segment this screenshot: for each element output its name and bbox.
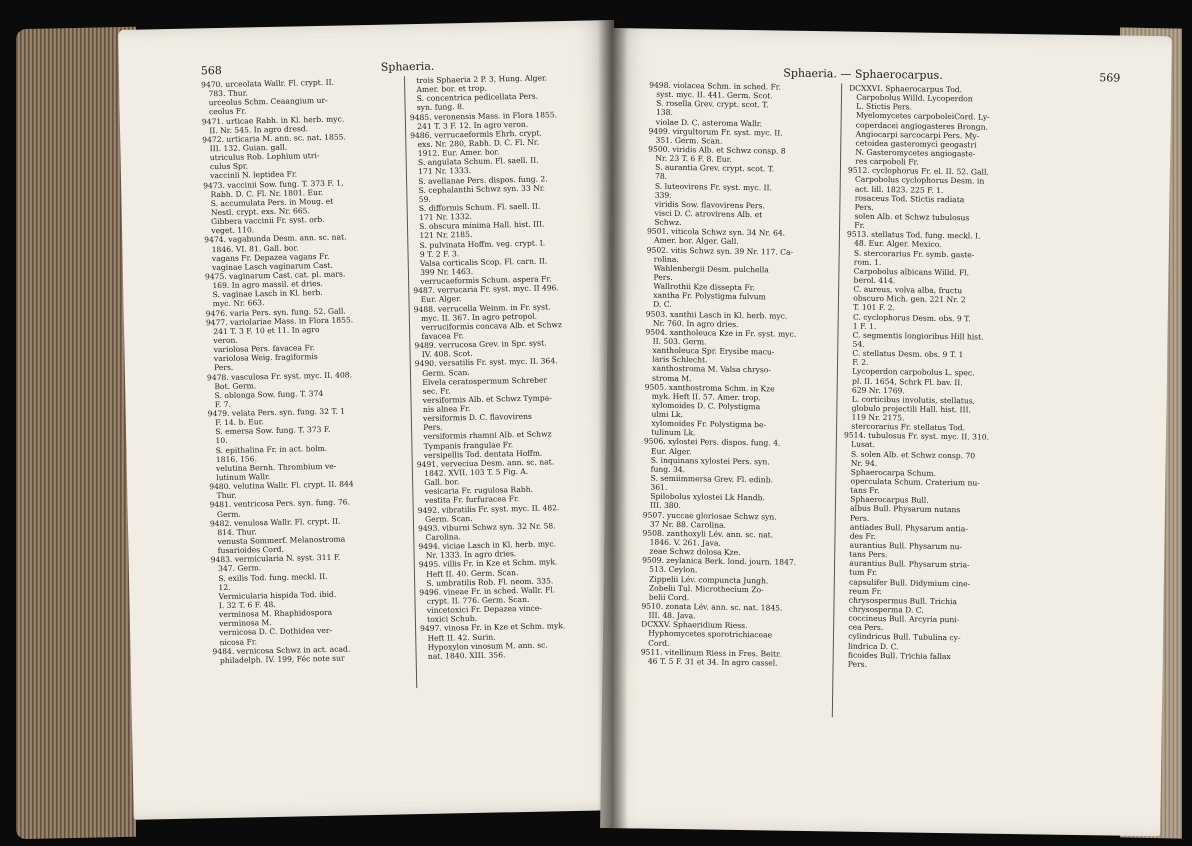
entry-line: F. 14. b. Eur.	[207, 417, 264, 428]
entry-line: 361.	[643, 482, 668, 493]
entry-line: 9500. viridis Alb. et Schwz consp. 8	[648, 144, 786, 156]
entry-line: 9512. cyclophorus Fr. el. II. 52. Gall.	[847, 165, 989, 177]
entry-line: Eur. Alger.	[643, 446, 692, 456]
entry-line: verrucaeformis Schum. aspera Fr.	[413, 274, 552, 287]
entry-line: 119 Nr. 2175.	[844, 412, 905, 423]
entry-line: vagans Fr. Depazea vagans Fr.	[204, 251, 330, 263]
entry-line: 9510. zonata Lév. ann. sc. nat. 1845.	[641, 601, 783, 613]
entry-line: Gibbera vaccinii Fr. syst. orb.	[203, 215, 325, 227]
entry-line: Pers.	[646, 272, 673, 282]
entry-line: Wahlenbergii Desm. pulchella	[646, 263, 769, 275]
entry-line: Rabh. D. C. Fl. Nr. 1801. Eur.	[203, 187, 324, 200]
entry-line: laris Schlecht.	[645, 354, 708, 365]
entry-line: Angiocarpi sarcocarpi Pers. My-	[848, 129, 980, 141]
entry-line: versiformis rhamni Alb. et Schwz	[416, 429, 552, 442]
entry-line: Thur.	[209, 491, 237, 501]
entry-line: Elvela ceratospermum Schreber	[415, 375, 548, 387]
entry-line: tans Fr.	[843, 485, 880, 496]
entry-line: crypt. II. 776. Germ. Scan.	[419, 594, 530, 607]
entry-line: pl. II. 1654, Schrk Fl. bav. II.	[844, 375, 963, 387]
entry-line: trois Sphaeria 2 P. 3, Hung. Alger.	[408, 73, 548, 86]
entry-line: IV. 408. Scot.	[414, 349, 473, 360]
entry-line: fung. 34.	[643, 464, 686, 475]
entry-line: versiformis D. C. flavovirens	[415, 411, 532, 424]
entry-line: Lusat.	[843, 439, 875, 450]
entry-line: S. epithalina Fr. in act. holm.	[208, 443, 328, 455]
entry-line: 9501. viticola Schwz syn. 34 Nr. 64.	[646, 226, 786, 238]
entry-line: 78.	[647, 171, 668, 182]
entry-line: S. accumulata Pers. in Moug. et	[203, 196, 334, 209]
entry-line: stroma M.	[644, 373, 692, 383]
entry-line: lutinum Wallr.	[208, 472, 271, 483]
entry-line: belii Cord.	[641, 592, 690, 603]
entry-line: nat. 1840. XIII. 356.	[420, 650, 506, 661]
entry-line: Pers.	[415, 422, 443, 433]
entry-line: chrysosperma D. C.	[841, 604, 924, 615]
entry-line: res carpoboli Fr.	[847, 156, 919, 167]
entry-line: N. Gasteromycetes angiogaste-	[848, 147, 976, 159]
entry-line: Heft II. 40. Germ. Scan.	[418, 567, 519, 579]
entry-line: viridis Sow. flavovirens Pers.	[647, 199, 765, 211]
entry-line: S. difformis Schum. Fl. saell. II.	[411, 201, 541, 214]
entry-line: chrysospermus Bull. Trichia	[841, 595, 958, 607]
entry-line: 9494. viciae Lasch in Kl. herb. myc.	[418, 539, 557, 552]
entry-line: S. inquinans xylostei Pers. syn.	[643, 455, 770, 467]
entry-line: C. segmentis longioribus Hill hist.	[845, 330, 984, 342]
entry-line: 9475. vaginarum Cast. cat. pl. mars.	[204, 269, 346, 282]
entry-line: 1846. VI. 81. Gall. bor.	[204, 242, 299, 254]
right-running-head: Sphaeria. — Sphaerocarpus.	[783, 66, 943, 82]
entry-line: variolosa Pers. favacea Fr.	[206, 343, 315, 355]
entry-line: xantha Fr. Polystigma fulvum	[645, 290, 766, 302]
entry-line: Spilobolus xylostei Lk Handb.	[642, 491, 765, 503]
entry-line: vernicosa D. C. Dothidea ver-	[212, 626, 333, 638]
entry-line: Carpobolus Willd. Lycoperdon	[848, 92, 973, 104]
entry-line: 241 T. 3 F. 10 et 11. In agro	[205, 324, 320, 337]
entry-line: Amer. bor. et trop.	[409, 83, 487, 95]
right-page-number: 569	[1099, 71, 1121, 85]
entry-line: albus Bull. Physarum nutans	[842, 503, 961, 515]
entry-line: verminosa M. Rhaphidospora	[211, 607, 333, 620]
entry-line: 9513. stellatus Tod. fung. meckl. I.	[846, 229, 981, 241]
entry-line: 9507. yuccae gloriosae Schwz syn.	[642, 510, 777, 522]
entry-line: Germ. Scan.	[414, 367, 470, 378]
entry-line: 10.	[208, 436, 228, 446]
entry-line: 171 Nr. 1332.	[411, 212, 473, 223]
entry-line: S. pulvinata Hoffm. veg. crypt. I.	[412, 238, 546, 250]
left-page-edges	[16, 27, 136, 840]
entry-line: L. Stictis Pers.	[848, 101, 912, 112]
entry-line: vestita Fr. furfuracea Fr.	[417, 494, 520, 506]
entry-line: 37 Nr. 88. Carolina.	[642, 519, 727, 530]
entry-line: 9482. venulosa Wallr. Fl. crypt. II.	[209, 516, 341, 529]
entry-line: Nr. 1333. In agro dries.	[418, 549, 517, 561]
entry-line: veron.	[206, 335, 238, 346]
entry-line: exs. Nr. 280, Rabh. D. C. Fl. Nr.	[410, 137, 540, 150]
entry-line: Sphaerocarpa Schum.	[843, 467, 936, 478]
entry-line: 54.	[845, 339, 865, 349]
entry-line: S. exilis Tod. fung. meckl. II.	[210, 571, 328, 583]
entry-line: berol. 414.	[846, 275, 896, 286]
entry-line: 399 Nr. 1463.	[412, 266, 474, 278]
entry-line: urceolus Schm. Ceaangium ur-	[201, 96, 328, 108]
entry-line: Vermicularia hispida Tod. ibid.	[211, 589, 337, 602]
right-page	[600, 28, 1172, 836]
entry-line: 9487. verrucaria Fr. syst. myc. II 496.	[413, 283, 559, 296]
entry-line: Pers.	[842, 513, 870, 523]
entry-line: 9490. versatilis Fr. syst. myc. II. 364.	[414, 356, 558, 369]
entry-line: 9504. xantholeuca Kze in Fr. syst. myc.	[645, 327, 797, 339]
entry-line: Nr. 23 T. 6 F. 8. Eur.	[648, 153, 732, 164]
entry-line: Cord.	[640, 638, 670, 648]
entry-line: ceolus Fr.	[201, 106, 247, 117]
entry-line: Schwz.	[647, 217, 682, 228]
entry-line: des Fr.	[842, 531, 876, 541]
entry-line: vincetoxici Fr. Depazea vince-	[419, 603, 543, 616]
entry-line: nicosa Fr.	[212, 636, 258, 647]
entry-line: S. umbratilis Rob. Fl. neom. 335.	[419, 576, 554, 588]
entry-line: 46 T. 5 F. 31 et 34. In agro cassel.	[640, 656, 778, 668]
entry-line: Hypoxylon vinosum M. ann. sc.	[420, 640, 548, 652]
entry-line: 9476. varia Pers. syn. fung. 52. Gall.	[205, 306, 346, 318]
entry-line: operculata Schum. Craterium nu-	[843, 476, 980, 488]
entry-line: philadelph. IV. 199, Féc note sur	[212, 653, 345, 666]
entry-line: 9483. vermicularia N. syst. 311 F.	[210, 552, 341, 565]
entry-line: S. avellanae Pers. dispos. fung. 2.	[411, 173, 548, 186]
entry-line: L. corticibus involutis, stellatus,	[844, 394, 976, 406]
entry-line: Eur. Alger.	[413, 294, 462, 305]
entry-line: 9470. urceolata Wallr. Fl. crypt. II.	[201, 77, 335, 90]
entry-line: S. aurantia Grev. crypt. scot. T.	[647, 162, 775, 174]
entry-line: Heft II. 42. Surin.	[420, 632, 496, 643]
entry-line: 9497. vinosa Fr. in Kze et Schm. myk.	[419, 621, 566, 634]
entry-line: Myelomycetes carpoboleiCord. Ly-	[848, 110, 990, 123]
entry-line: 9477. variolariae Mass. in Flora 1855.	[205, 314, 354, 327]
entry-line: culus Spr.	[202, 161, 249, 172]
entry-line: 347. Germ.	[210, 563, 262, 574]
entry-line: 9502. vitis Schwz syn. 39 Nr. 117. Ca-	[646, 245, 794, 257]
entry-line: zeae Schwz dolosa Kze.	[642, 546, 741, 558]
book-gutter	[598, 20, 628, 830]
entry-line: 9495. villis Fr. in Kze et Schm. myk.	[418, 557, 558, 570]
entry-line: rosaceus Tod. Stictis radiata	[847, 193, 965, 204]
entry-line: D. C.	[645, 299, 672, 310]
left-column-2	[409, 72, 613, 661]
entry-line: 9514. tubulosus Fr. syst. myc. II. 310.	[843, 430, 990, 442]
entry-line: Zobelii Tul. Microthecium Zo-	[641, 583, 764, 595]
entry-line: DCXXVI. Sphaerocarpus Tod.	[849, 83, 963, 95]
entry-line: S. angulata Schum. Fl. saell. II.	[410, 155, 539, 168]
entry-line: rolina.	[646, 254, 679, 264]
entry-line: 9489. verrucosa Grev. in Spr. syst.	[414, 338, 547, 351]
entry-line: globulo projectili Hall. hist. III.	[844, 403, 971, 415]
entry-line: reum Fr.	[841, 586, 883, 596]
entry-line: obscuro Mich. gen. 221 Nr. 2	[845, 293, 966, 305]
entry-line: 9492. vibratilis Fr. syst. myc. II. 482.	[417, 502, 560, 515]
entry-line: Pers.	[847, 202, 874, 212]
entry-line: syst. myc. II. 441. Germ. Scot.	[648, 89, 773, 101]
entry-line: Bot. Germ.	[207, 380, 257, 391]
entry-line: Nr. 760. In agro dries.	[645, 318, 739, 329]
entry-line: 241 T. 3 F. 12. In agro veron.	[409, 119, 529, 131]
entry-line: S. vaginae Lasch in Kl. herb.	[205, 288, 323, 300]
entry-line: rom. 1.	[846, 257, 882, 267]
entry-line: 138.	[648, 107, 673, 118]
entry-line: 59.	[411, 194, 431, 204]
entry-line: S. oblonga Sow. fung. T. 374	[207, 388, 324, 401]
entry-line: ficoides Bull. Trichia fallax	[840, 650, 951, 661]
entry-line: syn. fung. 8.	[409, 102, 465, 113]
entry-line: toxici Schub.	[419, 614, 478, 625]
entry-line: S. semiimmersa Grev. Fl. edinb.	[643, 473, 774, 485]
entry-line: stercorarius Fr. stellatus Tod.	[844, 421, 966, 433]
entry-line: cea Pers.	[841, 622, 884, 633]
entry-line: S. concentrica pedicellata Pers.	[409, 91, 539, 104]
entry-line: lindrica D. C.	[840, 641, 899, 651]
entry-line: 169. In agro massil. et dries.	[205, 279, 323, 291]
entry-line: C. stellatus Desm. obs. 9 T. 1	[845, 348, 964, 360]
entry-line: xylomoides Fr. Polystigma be-	[644, 418, 767, 430]
entry-line: favacea Fr.	[414, 331, 464, 342]
entry-line: S. rosella Grev. crypt. scot. T.	[648, 98, 769, 110]
entry-line: violae D. C. asteroma Wallr.	[648, 117, 763, 128]
entry-line: verruciformis concava Alb. et Schwz	[413, 319, 563, 332]
entry-line: capsulifer Bull. Didymium cine-	[841, 577, 971, 588]
entry-line: 171 Nr. 1333.	[410, 166, 472, 177]
entry-line: 9474. vagabunda Desm. ann. sc. nat.	[204, 232, 347, 245]
entry-line: 9496. vineae Fr. in sched. Wallr. Fl.	[419, 585, 556, 597]
entry-line: I. 32 T. 6 F. 48.	[211, 599, 276, 611]
entry-line: myc. Nr. 663.	[205, 298, 265, 309]
entry-line: S. solen Alb. et Schwz consp. 70	[843, 449, 976, 461]
entry-line: Zippelii Lév. compuncta Jungh.	[641, 574, 769, 585]
entry-line: 9491. verveciua Desm. ann. sc. nat.	[416, 457, 555, 469]
entry-line: 814. Thur.	[210, 527, 257, 538]
entry-line: S. obscura minima Hall. hist. III.	[411, 219, 545, 232]
entry-line: 1912. Eur. Amer. bor.	[410, 147, 500, 159]
entry-line: F. 7.	[207, 399, 232, 410]
entry-line: 9472. urticaria M. ann. sc. nat. 1855.	[202, 132, 346, 145]
entry-line: 9511. vitellinum Riess in Fres. Beitr.	[640, 647, 782, 659]
entry-line: veget. 110.	[203, 225, 255, 236]
entry-line: Sphaerocarpus Bull.	[842, 494, 929, 506]
entry-line: 513. Ceylon.	[641, 564, 698, 575]
entry-line: sec. Fr.	[415, 386, 451, 396]
entry-line: T. 101 F. 2.	[845, 302, 896, 313]
entry-line: Nr. 94.	[843, 458, 878, 468]
entry-line: Amer. bor. Alger. Gall.	[646, 235, 739, 247]
entry-line: ulmi Lk.	[644, 409, 684, 420]
entry-line: 48. Eur. Alger. Mexico.	[846, 238, 942, 250]
entry-line: coccineus Bull. Arcyria puni-	[841, 613, 960, 625]
entry-line: Gall. bor.	[417, 477, 460, 488]
entry-line: 1816. 156.	[208, 454, 258, 465]
right-column-2	[841, 84, 1042, 672]
entry-line: Fr.	[847, 220, 865, 230]
entry-line: 783. Thur.	[201, 88, 249, 99]
entry-line: C. cyclophorus Desm. obs. 9 T.	[845, 312, 971, 323]
entry-line: aurantius Bull. Physarum nu-	[842, 540, 963, 552]
entry-line: versipellis Tod. dentata Hoffm.	[416, 448, 543, 460]
entry-line: 9493. viburni Schwz syn. 32 Nr. 58.	[417, 521, 556, 533]
entry-line: Germ.	[209, 509, 241, 519]
entry-line: 1846. V. 261. Java.	[642, 537, 721, 548]
entry-line: 9488. verrucella Weinm. in Fr. syst.	[413, 301, 551, 314]
entry-line: 9509. zeylanica Berk. lond. journ. 1847.	[642, 555, 797, 568]
entry-line: Tympanis frangulae Fr.	[416, 439, 514, 451]
entry-line: Carolina.	[418, 532, 461, 543]
entry-line: Germ. Scan.	[417, 513, 473, 524]
entry-line: Carpobolus albicans Willd. Fl.	[846, 266, 970, 278]
entry-line: myc. II. 367. In agro petropol.	[413, 311, 538, 323]
entry-line: C. aureus, volva alba, fructu	[846, 284, 963, 296]
entry-line: tum Fr.	[841, 567, 878, 578]
entry-line: xantholeuca Spr. Erysibe macu-	[645, 345, 775, 357]
entry-line: xanthostroma M. Valsa chryso-	[644, 363, 772, 375]
entry-line: versiformis Alb. et Schwz Tympa-	[415, 393, 552, 406]
entry-line: tans Pers.	[842, 549, 888, 560]
entry-line: 629 Nr. 1769.	[844, 385, 905, 396]
entry-line: F. 2.	[845, 357, 869, 368]
entry-line: 9479. velata Pers. syn. fung. 32 T. 1	[207, 406, 346, 419]
entry-line: venusta Sommerf. Melanostroma	[210, 534, 346, 547]
entry-line: II. 503. Germ.	[645, 336, 707, 347]
entry-line: 1 F. 1.	[845, 321, 877, 331]
entry-line: 9481. ventricosa Pers. syn. fung. 76.	[209, 497, 351, 510]
entry-line: Pers.	[206, 363, 234, 373]
entry-line: verminosa M.	[211, 618, 272, 629]
entry-line: 339.	[647, 190, 672, 200]
entry-line: velutina Bernh. Thrombium ve-	[208, 461, 337, 474]
entry-line: S. emersa Sow. fung. T. 373 F.	[207, 425, 331, 437]
entry-line: vaginae Lasch vaginarum Cast.	[204, 260, 333, 273]
entry-line: xylomoides D. C. Polystigma	[644, 400, 761, 412]
entry-line: S. luteovirens Fr. syst. myc. II.	[647, 181, 773, 192]
left-column-1	[201, 76, 405, 665]
entry-line: 9484. vernicosa Schwz in act. acad.	[212, 644, 351, 656]
entry-line: 9473. vaccinii Sow. fung. T. 373 F. 1,	[203, 178, 344, 190]
entry-line: II. Nr. 545. In agro dresd.	[201, 123, 309, 136]
right-column-1	[641, 81, 842, 669]
entry-line: variolosa Weig. fragiformis	[206, 352, 318, 364]
entry-line: solen Alb. et Schwz tubulosus	[847, 211, 970, 223]
entry-line: antiades Bull. Physarum antia-	[842, 522, 969, 534]
entry-line: Hyphomycetes sporotrichiaceae	[640, 628, 773, 640]
entry-line: 121 Nr. 2185.	[412, 230, 473, 241]
entry-line: act. lill. 1823. 225 F. 1.	[847, 184, 944, 195]
entry-line: III. 380.	[642, 500, 681, 511]
entry-line: cylindricus Bull. Tubulina cy-	[840, 631, 961, 643]
entry-line: visci D. C. atrovirens Alb. et	[647, 208, 763, 220]
entry-line: tulinum Lk.	[643, 427, 696, 438]
left-running-head: Sphaeria.	[380, 59, 435, 74]
entry-line: S. stercorarius Fr. symb. gaste-	[846, 248, 975, 259]
entry-line: 9506. xylostei Pers. dispos. fung. 4.	[643, 437, 781, 449]
entry-line: coperdacei angiogasteres Brongn.	[848, 120, 989, 132]
entry-line: Nestl. crypt. exs. Nr. 665.	[203, 206, 310, 218]
entry-line: 9508. zanthoxyli Lév. ann. sc. nat.	[642, 528, 774, 540]
entry-line: vaccinii N. leptidea Fr.	[202, 169, 298, 181]
entry-line: 9480. velutina Wallr. Fl. crypt. II. 844	[209, 479, 354, 492]
entry-line: 9498. violacea Schm. in sched. Fr.	[649, 80, 782, 92]
entry-line: vesicaria Fr. rugulosa Rabh.	[417, 485, 534, 497]
entry-line: 1842. XVII. 103 T. 5 Fig. A.	[416, 466, 529, 479]
entry-line: aurantius Bull. Physarum stria-	[842, 558, 970, 570]
entry-line: 9499. virgultorum Fr. syst. myc. II.	[648, 126, 783, 138]
entry-line: 9503. xanthii Lasch in Kl. herb. myc.	[645, 309, 788, 321]
entry-line: 9471. urticae Rabh. in Kl. herb. myc.	[201, 114, 345, 126]
entry-line: 12.	[211, 582, 231, 592]
entry-line: 9478. vasculosa Fr. syst. myc. II. 408.	[206, 369, 353, 382]
entry-line: fusarioides Cord.	[210, 544, 284, 556]
entry-line: nis alnea Fr.	[415, 404, 471, 415]
entry-line: Lycoperdon carpobolus L. spec.	[844, 366, 975, 378]
entry-line: III. 132. Guian. gall.	[202, 142, 288, 154]
entry-line: 9505. xanthostroma Schm. in Kze	[644, 382, 775, 394]
entry-line: 9486. verrucaeformis Ehrh. crypt.	[410, 128, 542, 141]
entry-line: S. cephalanthi Schwz syn. 33 Nr.	[411, 183, 546, 195]
entry-line: Carpobolus cyclophorus Desm. in	[847, 174, 985, 186]
entry-line: 351. Germ. Scan.	[648, 135, 723, 146]
entry-line: 9485. veronensis Mass. in Flora 1855.	[409, 109, 558, 122]
entry-line: III. 48. Java.	[641, 610, 696, 621]
entry-line: Wallrothii Kze dissepta Fr.	[646, 281, 755, 293]
entry-line: myk. Heft II. 57. Amer. trop.	[644, 391, 761, 403]
left-page-number: 568	[200, 63, 222, 78]
entry-line: DCXXV. Sphaeridium Riess.	[641, 619, 748, 631]
entry-line: utriculus Rob. Lophium utri-	[202, 151, 320, 163]
entry-line: Pers.	[840, 659, 868, 669]
entry-line: cetoidea gasteromyci geogastri	[848, 138, 977, 150]
entry-line: Valsa corticalis Scop. Fl. carn. II.	[412, 256, 548, 268]
left-page	[118, 20, 630, 820]
entry-line: 9 T. 2 F. 3.	[412, 248, 460, 259]
